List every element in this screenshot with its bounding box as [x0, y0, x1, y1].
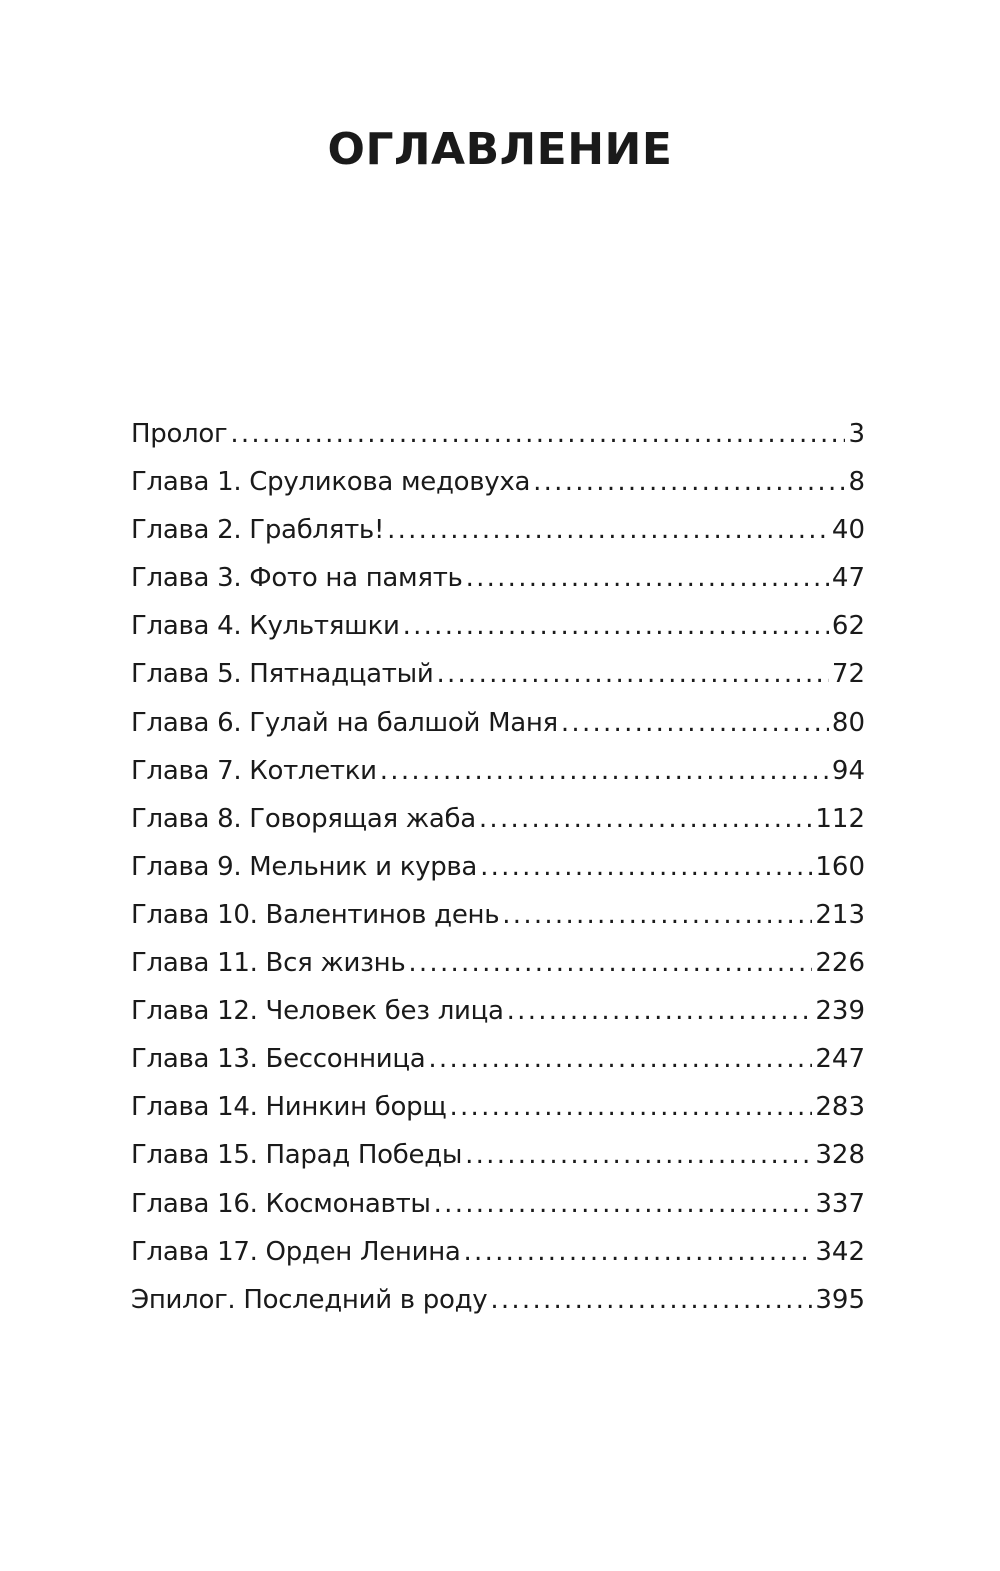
toc-entry-page: 47 [831, 563, 865, 594]
toc-dot-leader [403, 602, 829, 650]
toc-dot-leader [450, 1083, 813, 1131]
toc-dot-leader [465, 1131, 812, 1179]
toc-entry[interactable] [131, 1228, 865, 1276]
toc-entry-label: Глава 16. Космонавты [131, 1188, 431, 1219]
toc-entry-label: Глава 15. Парад Победы [131, 1140, 463, 1171]
toc-entry-page: 40 [831, 515, 865, 546]
toc-entry-label: Глава 12. Человек без лица [131, 996, 504, 1027]
toc-entry[interactable] [131, 747, 865, 795]
toc-entry-page: 80 [831, 707, 865, 738]
toc-entry[interactable] [131, 939, 865, 987]
toc-entry-page: 226 [815, 948, 865, 979]
toc-entry-page: 160 [815, 851, 865, 882]
toc-entry-label: Глава 13. Бессонница [131, 1044, 426, 1075]
table-of-contents [131, 410, 865, 1324]
toc-dot-leader [466, 554, 829, 602]
toc-dot-leader [490, 1276, 812, 1324]
toc-dot-leader [428, 1035, 812, 1083]
toc-entry-page: 3 [848, 419, 865, 449]
toc-entry-page: 239 [815, 996, 865, 1027]
toc-entry[interactable] [131, 554, 865, 602]
toc-entry-page: 395 [815, 1284, 865, 1315]
toc-entry[interactable] [131, 602, 865, 650]
toc-dot-leader [408, 939, 812, 987]
toc-entry-page: 213 [815, 899, 865, 930]
toc-entry[interactable] [131, 699, 865, 747]
toc-entry-page: 8 [848, 467, 865, 498]
toc-entry-page: 72 [831, 659, 865, 690]
toc-entry-page: 328 [815, 1140, 865, 1171]
toc-entry-page: 62 [831, 611, 865, 642]
toc-entry-label: Глава 10. Валентинов день [131, 899, 500, 930]
toc-entry-label: Пролог [131, 419, 228, 449]
toc-dot-leader [480, 843, 812, 891]
toc-entry[interactable] [131, 1180, 865, 1228]
toc-entry-label: Глава 1. Сруликова медовуха [131, 467, 531, 498]
toc-entry[interactable] [131, 650, 865, 698]
toc-dot-leader [464, 1228, 813, 1276]
toc-entry-label: Глава 2. Граблять! [131, 515, 385, 546]
toc-entry-label: Глава 4. Культяшки [131, 611, 400, 642]
toc-entry-page: 283 [815, 1092, 865, 1123]
toc-entry[interactable] [131, 843, 865, 891]
page-title: ОГЛАВЛЕНИЕ [327, 124, 673, 175]
toc-entry[interactable] [131, 1276, 865, 1324]
toc-entry[interactable] [131, 987, 865, 1035]
toc-entry-label: Глава 6. Гулай на балшой Маня [131, 707, 558, 738]
toc-dot-leader [387, 506, 829, 554]
toc-entry[interactable] [131, 1131, 865, 1179]
toc-entry-label: Глава 9. Мельник и курва [131, 851, 478, 882]
toc-entry-label: Глава 14. Нинкин борщ [131, 1092, 447, 1123]
toc-dot-leader [230, 410, 845, 458]
toc-entry[interactable] [131, 410, 865, 458]
toc-dot-leader [561, 699, 829, 747]
toc-entry[interactable] [131, 1083, 865, 1131]
toc-dot-leader [502, 891, 812, 939]
toc-entry-label: Глава 7. Котлетки [131, 755, 377, 786]
toc-entry-label: Глава 17. Орден Ленина [131, 1236, 461, 1267]
toc-entry-page: 342 [815, 1236, 865, 1267]
toc-entry-page: 94 [831, 755, 865, 786]
toc-dot-leader [436, 650, 828, 698]
toc-entry-page: 247 [815, 1044, 865, 1075]
toc-entry-label: Глава 8. Говорящая жаба [131, 803, 476, 834]
toc-entry[interactable] [131, 795, 865, 843]
toc-entry[interactable] [131, 506, 865, 554]
toc-entry-page: 337 [815, 1188, 865, 1219]
toc-entry-label: Эпилог. Последний в роду [131, 1284, 488, 1315]
toc-entry[interactable] [131, 1035, 865, 1083]
toc-dot-leader [434, 1180, 813, 1228]
toc-dot-leader [380, 747, 829, 795]
toc-entry-label: Глава 3. Фото на память [131, 563, 463, 594]
toc-entry-page: 112 [815, 803, 865, 834]
toc-entry[interactable] [131, 891, 865, 939]
toc-entry[interactable] [131, 458, 865, 506]
toc-entry-label: Глава 11. Вся жизнь [131, 948, 406, 979]
toc-entry-label: Глава 5. Пятнадцатый [131, 659, 434, 690]
toc-dot-leader [479, 795, 812, 843]
toc-dot-leader [533, 458, 845, 506]
toc-dot-leader [507, 987, 813, 1035]
